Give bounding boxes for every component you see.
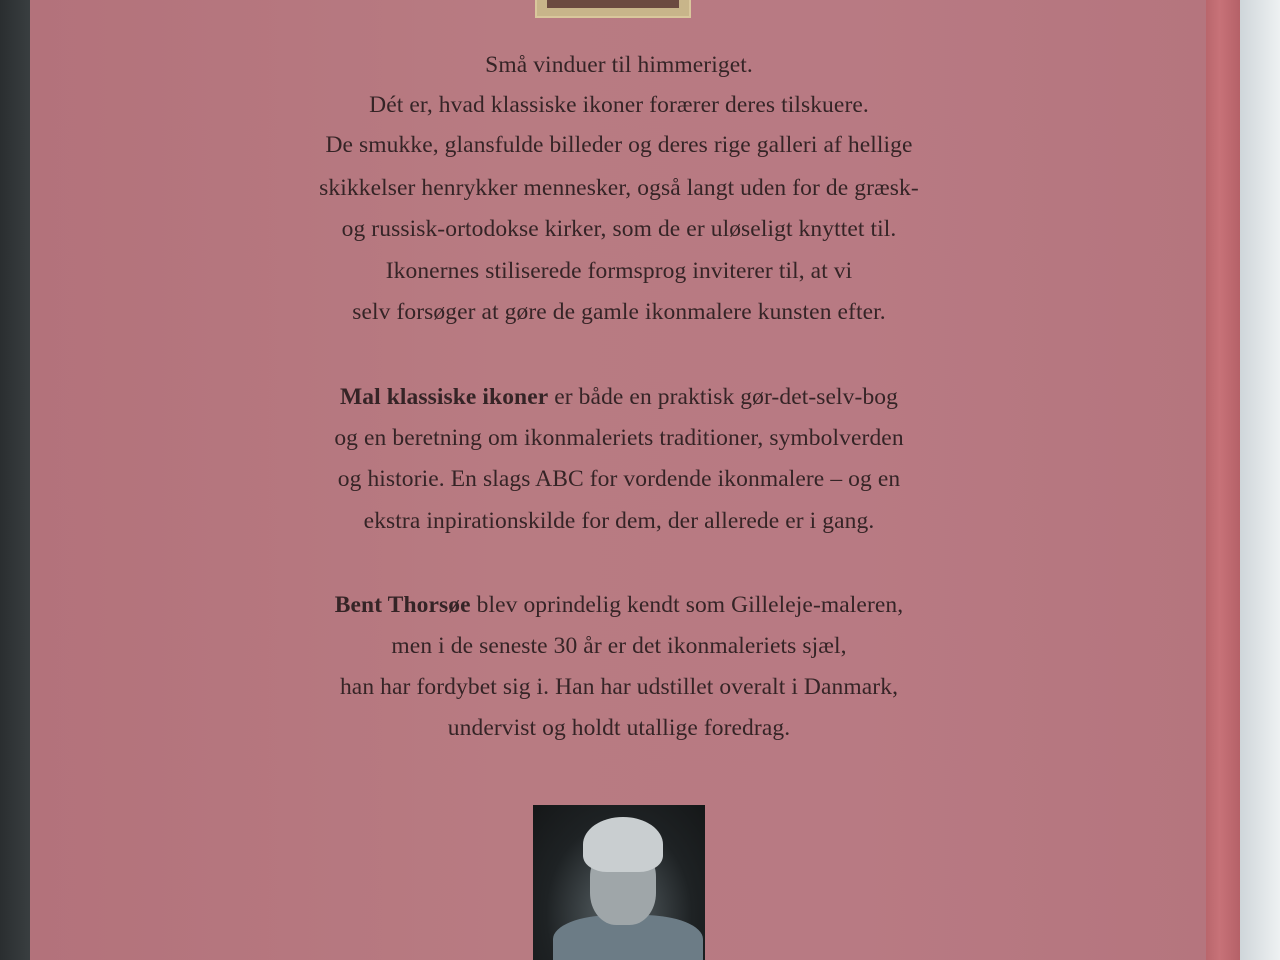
- background-left: [0, 0, 32, 960]
- text-line: Små vinduer til himmeriget.: [485, 52, 753, 78]
- text-line: [30, 590, 1208, 620]
- text-line: han har fordybet sig i. Han har udstillet overalt i Danmark,: [339, 674, 899, 700]
- text-line: [30, 382, 1208, 412]
- text-span: blev oprindelig kendt som Gilleleje-maleren,: [470, 592, 904, 618]
- text-line: selv forsøger at gøre de gamle ikonmalere kunsten efter.: [352, 299, 886, 325]
- text-line: Ikonernes stiliserede formsprog inviterer til, at vi: [385, 258, 853, 284]
- text-span: er både en praktisk gør-det-selv-bog: [548, 384, 899, 410]
- text-line: De smukke, glansfulde billeder og deres rige galleri af hellige: [325, 132, 913, 158]
- book-spine-edge: [1206, 0, 1240, 960]
- author-name: Bent Thorsøe: [334, 592, 471, 618]
- text-line: og en beretning om ikonmaleriets traditioner, symbolverden: [334, 425, 904, 451]
- author-photo: [533, 805, 705, 960]
- text-line: Dét er, hvad klassiske ikoner forærer deres tilskuere.: [369, 92, 869, 118]
- text-line: undervist og holdt utallige foredrag.: [447, 715, 791, 741]
- text-line: skikkelser henrykker mennesker, også langt uden for de græsk-: [319, 175, 919, 201]
- text-line: og historie. En slags ABC for vordende ikonmalere – og en: [337, 466, 901, 492]
- book-title: Mal klassiske ikoner: [339, 384, 549, 410]
- background-right: [1240, 0, 1280, 960]
- text-line: ekstra inpirationskilde for dem, der allerede er i gang.: [363, 508, 875, 534]
- text-line: og russisk-ortodokse kirker, som de er uløseligt knyttet til.: [341, 216, 897, 242]
- text-line: men i de seneste 30 år er det ikonmaleriets sjæl,: [391, 633, 847, 659]
- cover-icon-image: [535, 0, 691, 18]
